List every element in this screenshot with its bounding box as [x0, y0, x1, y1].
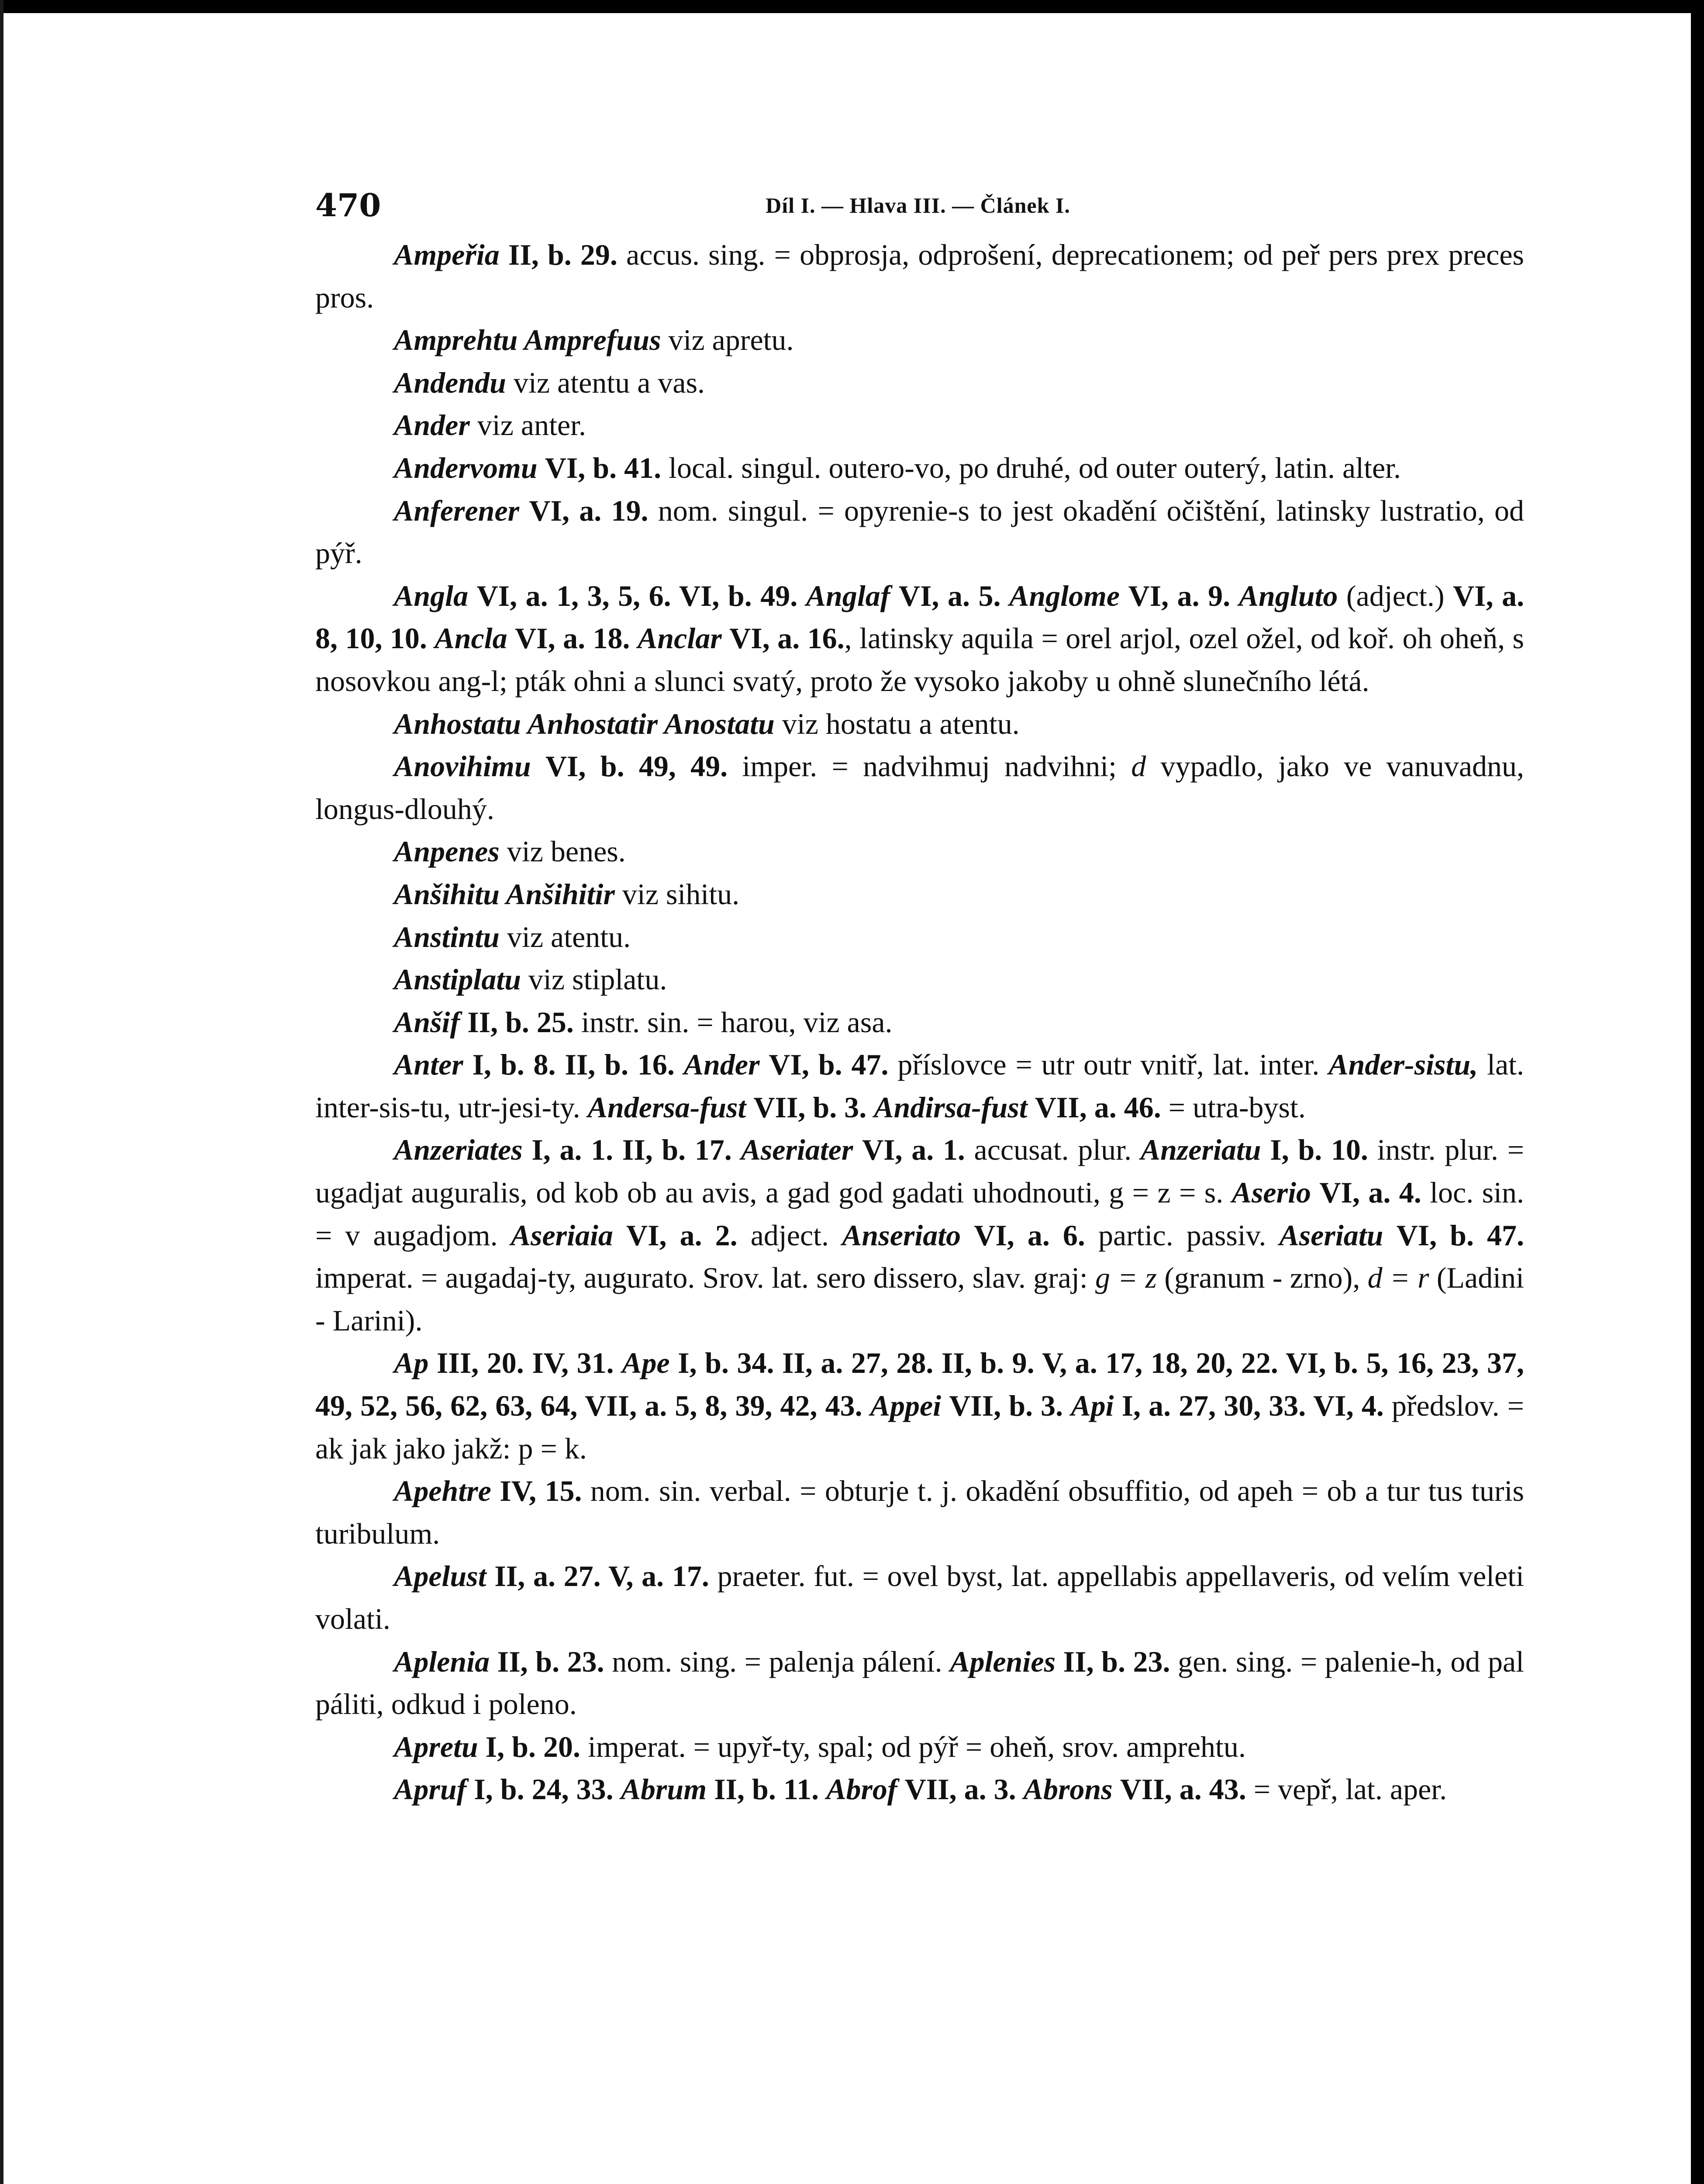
entry-text	[866, 1091, 874, 1124]
entry-text: vypadlo, jako ve vanuvadnu, longus-dlouhý.	[315, 750, 1525, 826]
entry-text	[1016, 1773, 1024, 1806]
headword: Ancla	[435, 622, 507, 655]
headword: Ampeřia	[394, 238, 500, 271]
headword: Ap	[394, 1346, 429, 1380]
reference: I, a. 27, 30, 33. VI, 4.	[1121, 1389, 1384, 1423]
reference: I, b. 10.	[1270, 1133, 1368, 1167]
reference: VII, b. 3.	[949, 1389, 1063, 1423]
entry-text: (Ladini - Larini).	[315, 1261, 1524, 1337]
entry-anferener	[315, 490, 1524, 575]
reference: II, b. 25.	[467, 1005, 574, 1039]
entry-text: partic. passiv.	[1085, 1218, 1280, 1252]
entry-text	[1311, 1176, 1319, 1209]
entry-text: viz hostatu a atentu.	[774, 707, 1020, 740]
reference: VI, a. 2.	[626, 1218, 738, 1252]
entry-text: nom. sin. verbal. = obturje t. j. okadění obsuffitio, od apeh = ob a tur tus turis turibulum.	[315, 1474, 1525, 1550]
entry-text: accus. sing. = obprosja, odprošení, deprecationem; od peř pers prex preces pros.	[315, 238, 1525, 314]
entry-text	[500, 238, 508, 271]
headword: Anferener	[394, 494, 520, 527]
entry-text	[531, 750, 545, 783]
headword: Aseriatu	[1279, 1218, 1383, 1252]
entry-text: viz apretu.	[661, 323, 794, 357]
headword: Andersa-fust	[587, 1090, 746, 1124]
entry-text	[466, 1773, 474, 1806]
reference: VI, b. 41.	[545, 451, 662, 484]
headword: Anclar	[638, 622, 722, 655]
entry-ansif	[315, 1001, 1524, 1044]
headword: Aserio	[1231, 1176, 1311, 1209]
headword: Anpenes	[394, 835, 500, 868]
entry-text	[1120, 579, 1128, 612]
reference: VII, a. 43.	[1120, 1773, 1246, 1806]
entry-text	[862, 1389, 870, 1422]
entry-text	[1114, 1389, 1122, 1422]
entry-text	[463, 1048, 473, 1081]
entry-text: = utra-byst.	[1161, 1090, 1306, 1124]
italic-term: g = z	[1095, 1261, 1157, 1295]
reference: VI, b. 49, 49.	[545, 750, 728, 783]
entry-text	[1028, 1091, 1035, 1124]
entry-text: předslov. = ak jak jako jakž: p = k.	[315, 1389, 1525, 1465]
reference: VI, a. 8, 10, 10.	[315, 579, 1525, 655]
reference: VI, a. 9.	[1128, 579, 1231, 612]
reference: VI, a. 18.	[515, 622, 630, 655]
entry-text: praeter. fut. = ovel byst, lat. appellabis appellaveris, od velím veleti volati.	[315, 1559, 1525, 1635]
entry-apretu	[315, 1726, 1524, 1769]
entry-text	[630, 622, 638, 655]
reference: VI, b. 47.	[1396, 1218, 1525, 1252]
entry-text: instr. sin. = harou, viz asa.	[573, 1005, 893, 1039]
headword: Anzeriates	[394, 1133, 523, 1167]
headword: Ander	[683, 1048, 760, 1082]
entry-apehtre	[315, 1470, 1524, 1555]
entry-text	[1383, 1219, 1397, 1252]
entry-text	[890, 579, 899, 612]
entry-apruf	[315, 1768, 1524, 1811]
entry-text: loc. sin. = v augadjom.	[315, 1176, 1525, 1252]
entry-text: imperat. = augadaj-ty, augurato. Srov. lat. sero dissero, slav. graj:	[315, 1261, 1096, 1295]
headword: Anglaf	[806, 579, 890, 612]
headword: Ander-sistu,	[1328, 1048, 1478, 1082]
headword: Angluto	[1238, 579, 1338, 612]
entry-text: viz stiplatu.	[521, 963, 667, 996]
scan-edge-left	[0, 0, 3, 2184]
headword: Anšihitu Anšihitir	[394, 877, 615, 911]
dictionary-body	[315, 234, 1524, 1811]
reference: II, b. 29.	[508, 238, 617, 271]
entry-text	[819, 1773, 826, 1806]
entry-text	[427, 622, 435, 655]
entry-text: gen. sing. = palenie-h, od pal páliti, odkud i poleno.	[315, 1645, 1525, 1721]
headword: Apelust	[394, 1559, 486, 1593]
entry-angla	[315, 575, 1524, 703]
entry-amprehtu	[315, 319, 1524, 362]
entry-text	[1113, 1773, 1120, 1806]
entry-text	[797, 579, 806, 612]
entry-text	[675, 1048, 684, 1081]
entry-ander	[315, 404, 1524, 447]
headword: Andendu	[394, 366, 506, 399]
headword: Amprehtu Amprefuus	[394, 323, 661, 357]
entry-text: imper. = nadvihmuj nadvihni;	[728, 750, 1131, 783]
reference: VI, a. 4.	[1319, 1176, 1421, 1209]
entry-text: , latinsky aquila = orel arjol, ozel ožel, od koř. oh oheň, s nosovkou ang-l; pták ohni a slunci svatý, proto že vysoko jakoby u ohně slunečního létá.	[315, 622, 1525, 698]
entry-text: viz sihitu.	[614, 877, 740, 911]
entry-anpenes	[315, 830, 1524, 873]
entry-anstintu	[315, 916, 1524, 959]
entry-text	[613, 1219, 626, 1252]
headword: Abrons	[1023, 1773, 1113, 1806]
reference: VI, a. 1.	[862, 1133, 965, 1167]
entry-text	[1230, 579, 1239, 612]
entry-text	[1063, 1389, 1071, 1422]
entry-text: viz anter.	[469, 408, 586, 442]
headword: Anter	[394, 1048, 463, 1082]
headword: Abrof	[826, 1773, 897, 1806]
reference: VI, b. 47.	[769, 1048, 889, 1082]
reference: IV, 15.	[500, 1474, 582, 1508]
headword: Anstintu	[394, 920, 500, 954]
headword: Andirsa-fust	[874, 1090, 1028, 1124]
headword: Andervomu	[394, 451, 538, 484]
entry-text: lat. inter-sis-tu, utr-jesi-ty.	[315, 1048, 1525, 1124]
scan-edge-top	[0, 0, 1704, 13]
entry-text: = vepř, lat. aper.	[1246, 1773, 1447, 1806]
page-header	[315, 181, 1521, 229]
italic-term: d	[1131, 750, 1146, 783]
headword: Aseriaia	[511, 1218, 613, 1252]
entry-anhostatu	[315, 703, 1524, 746]
entry-text	[1056, 1645, 1063, 1678]
headword: Anhostatu Anhostatir Anostatu	[394, 707, 775, 740]
headword: Appei	[870, 1389, 942, 1423]
entry-text	[1000, 579, 1009, 612]
headword: Anstiplatu	[394, 963, 521, 996]
entry-apelust	[315, 1555, 1524, 1640]
headword: Anovihimu	[394, 750, 531, 783]
entry-ap	[315, 1342, 1524, 1470]
headword: Abrum	[621, 1773, 707, 1806]
entry-text: viz atentu.	[499, 920, 631, 954]
entry-ansihitu	[315, 873, 1524, 916]
headword: Aseriater	[741, 1133, 853, 1167]
running-head: Díl I. — Hlava III. — Článek I.	[766, 193, 1070, 218]
entry-text: nom. sing. = palenja pálení.	[604, 1645, 950, 1678]
reference: II, b. 23.	[1063, 1645, 1170, 1678]
reference: II, b. 11.	[714, 1773, 819, 1806]
reference: VI, a. 1, 3, 5, 6. VI, b. 49.	[476, 579, 798, 612]
headword: Apretu	[394, 1730, 478, 1763]
entry-text: adject.	[737, 1218, 842, 1252]
entry-text	[486, 1559, 495, 1593]
entry-text	[538, 451, 545, 484]
scan-edge-right	[1691, 0, 1704, 2184]
entry-text: (adject.)	[1338, 579, 1453, 612]
entry-anstiplatu	[315, 958, 1524, 1001]
headword: Anglome	[1009, 579, 1120, 612]
entry-text	[428, 1346, 437, 1379]
entry-text	[614, 1773, 621, 1806]
reference: VI, a. 19.	[529, 494, 648, 527]
reference: VII, a. 3.	[904, 1773, 1016, 1806]
entry-anzeriates	[315, 1129, 1524, 1342]
entry-text: (granum - zrno),	[1156, 1261, 1368, 1295]
entry-text	[614, 1346, 622, 1379]
headword: Anseriato	[842, 1218, 961, 1252]
entry-text	[760, 1048, 769, 1081]
headword: Aplenies	[950, 1645, 1056, 1678]
entry-text	[961, 1219, 974, 1252]
entry-andervomu	[315, 447, 1524, 490]
entry-ampeeria	[315, 234, 1524, 319]
entry-text	[732, 1133, 741, 1166]
entry-text: instr. plur. = ugadjat auguralis, od kob ob au avis, a gad god gadati uhodnouti, g = z = s.	[315, 1133, 1525, 1209]
headword: Aplenia	[394, 1645, 490, 1678]
headword: Apruf	[394, 1773, 467, 1806]
reference: VI, a. 5.	[898, 579, 1001, 612]
entry-text	[1261, 1133, 1270, 1166]
entry-anter	[315, 1044, 1524, 1129]
reference: VI, a. 6.	[974, 1218, 1085, 1252]
entry-text	[707, 1773, 714, 1806]
reference: VII, b. 3.	[753, 1090, 867, 1124]
entry-text: viz benes.	[499, 835, 626, 868]
entry-andendu	[315, 362, 1524, 404]
reference: I, b. 34. II, a. 27, 28. II, b. 9. V, a. 17, 18, 20, 22. VI, b. 5, 16, 23, 37, 49, 52, 56, 62, 63, 64, VII, a. 5, 8, 39, 42, 43.	[315, 1346, 1525, 1423]
headword: Anzeriatu	[1140, 1133, 1261, 1167]
headword: Ander	[394, 408, 470, 442]
headword: Anšif	[394, 1005, 460, 1039]
entry-text	[670, 1346, 678, 1379]
entry-text	[468, 579, 477, 612]
entry-text	[519, 494, 529, 527]
entry-text	[853, 1133, 862, 1166]
entry-text	[478, 1730, 486, 1763]
reference: I, b. 24, 33.	[474, 1773, 614, 1806]
entry-anovihimu	[315, 745, 1524, 830]
entry-text	[722, 622, 729, 655]
reference: VI, a. 16.	[729, 622, 845, 655]
entry-text	[941, 1389, 949, 1422]
reference: I, b. 20.	[485, 1730, 580, 1763]
entry-text: příslovce = utr outr vnitř, lat. inter.	[888, 1048, 1329, 1082]
italic-term: d = r	[1367, 1261, 1429, 1295]
entry-text	[897, 1773, 905, 1806]
entry-text	[746, 1091, 753, 1124]
entry-text	[523, 1133, 532, 1166]
entry-text: local. singul. outero-vo, po druhé, od outer outerý, latin. alter.	[661, 451, 1401, 484]
headword: Angla	[394, 579, 469, 612]
entry-aplenia	[315, 1641, 1524, 1726]
entry-text	[490, 1645, 497, 1678]
entry-text	[507, 622, 515, 655]
entry-text: imperat. = upyř-ty, spal; od pýř = oheň, srov. amprehtu.	[580, 1730, 1246, 1763]
entry-text: viz atentu a vas.	[506, 366, 705, 399]
reference: II, a. 27. V, a. 17.	[494, 1559, 709, 1593]
entry-text: nom. singul. = opyrenie-s to jest okadění očištění, latinsky lustratio, od pýř.	[315, 494, 1525, 570]
entry-text: accusat. plur.	[965, 1133, 1141, 1167]
headword: Api	[1071, 1389, 1114, 1423]
reference: I, a. 1. II, b. 17.	[531, 1133, 732, 1167]
reference: I, b. 8. II, b. 16.	[472, 1048, 675, 1082]
reference: III, 20. IV, 31.	[436, 1346, 614, 1380]
headword: Ape	[622, 1346, 670, 1380]
headword: Apehtre	[394, 1474, 491, 1508]
reference: VII, a. 46.	[1035, 1090, 1161, 1124]
entry-text	[491, 1474, 500, 1507]
reference: II, b. 23.	[497, 1645, 604, 1678]
page-number: 470	[315, 187, 381, 224]
entry-text	[460, 1006, 467, 1039]
